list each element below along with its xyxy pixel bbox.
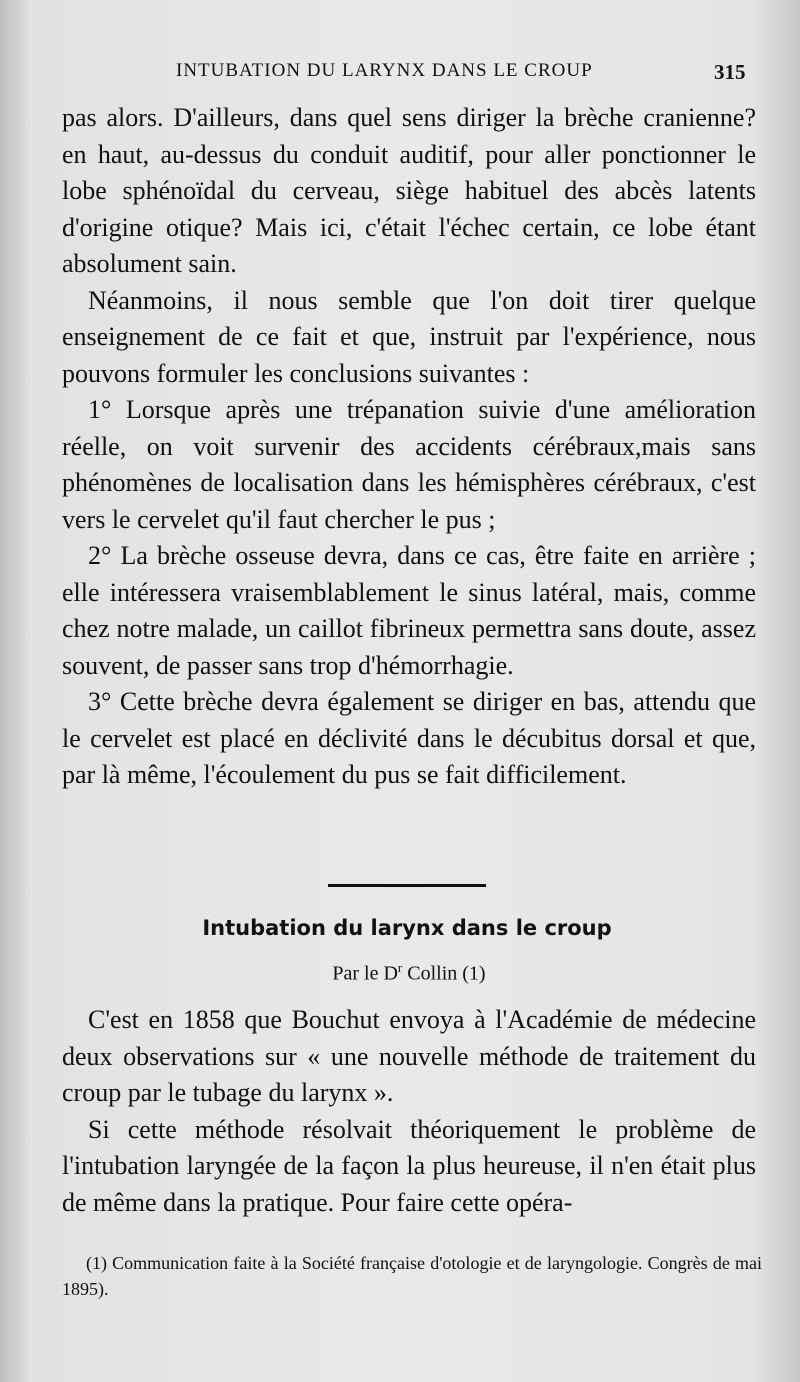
running-head	[0, 60, 800, 88]
conclusion-item-2: 2° La brèche osseuse devra, dans ce cas, être faite en arrière ; elle intéressera vraisemblablement le sinus latéral, mais, comme chez notre malade, un caillot fibrineux permettra sans doute, assez souvent, de passer sans trop d'hémorrhagie.	[62, 541, 756, 680]
paragraph-continuation: pas alors. D'ailleurs, dans quel sens diriger la brèche cranienne? en haut, au-dessus du conduit auditif, pour aller ponctionner le lobe sphénoïdal du cerveau, siège habituel des abcès latents d'origine otique? Mais ici, c'était l'échec certain, ce lobe étant absolument sain.	[62, 103, 756, 278]
body-text	[62, 100, 756, 794]
conclusion-item-3: 3° Cette brèche devra également se diriger en bas, attendu que le cervelet est placé en déclivité dans le décubitus dorsal et que, par là même, l'écoulement du pus se fait difficilement.	[62, 687, 756, 789]
section-divider	[328, 884, 486, 887]
byline-prefix: Par le D	[332, 962, 398, 985]
paragraph-conclusions-intro: Néanmoins, il nous semble que l'on doit tirer quelque enseignement de ce fait et que, instruit par l'expérience, nous pouvons formuler les conclusions suivantes :	[62, 285, 756, 388]
byline-superscript: r	[397, 960, 403, 975]
conclusion-item-1: 1° Lorsque après une trépanation suivie d'une amélioration réelle, on voit survenir des accidents cérébraux,mais sans phénomènes de localisation dans les hémisphères cérébraux, c'est vers le cervelet qu'il faut chercher le pus ;	[62, 395, 756, 534]
section-byline	[0, 960, 800, 986]
page-number: 315	[714, 60, 746, 84]
running-title: INTUBATION DU LARYNX DANS LE CROUP	[176, 60, 593, 81]
section-paragraph-1: C'est en 1858 que Bouchut envoya à l'Académie de médecine deux observations sur « une nouvelle méthode de traitement du croup par le tubage du larynx ».	[62, 1005, 756, 1107]
footnote: (1) Communication faite à la Société française d'otologie et de laryngologie. Congrès de mai 1895).	[62, 1253, 762, 1299]
byline-author: Collin (1)	[402, 962, 486, 985]
section-body	[62, 1002, 756, 1221]
section-title: Intubation du larynx dans le croup	[202, 916, 612, 940]
section-paragraph-2: Si cette méthode résolvait théoriquement le problème de l'intubation laryngée de la façon la plus heureuse, il n'en était plus de même dans la pratique. Pour faire cette opéra-	[62, 1114, 756, 1217]
